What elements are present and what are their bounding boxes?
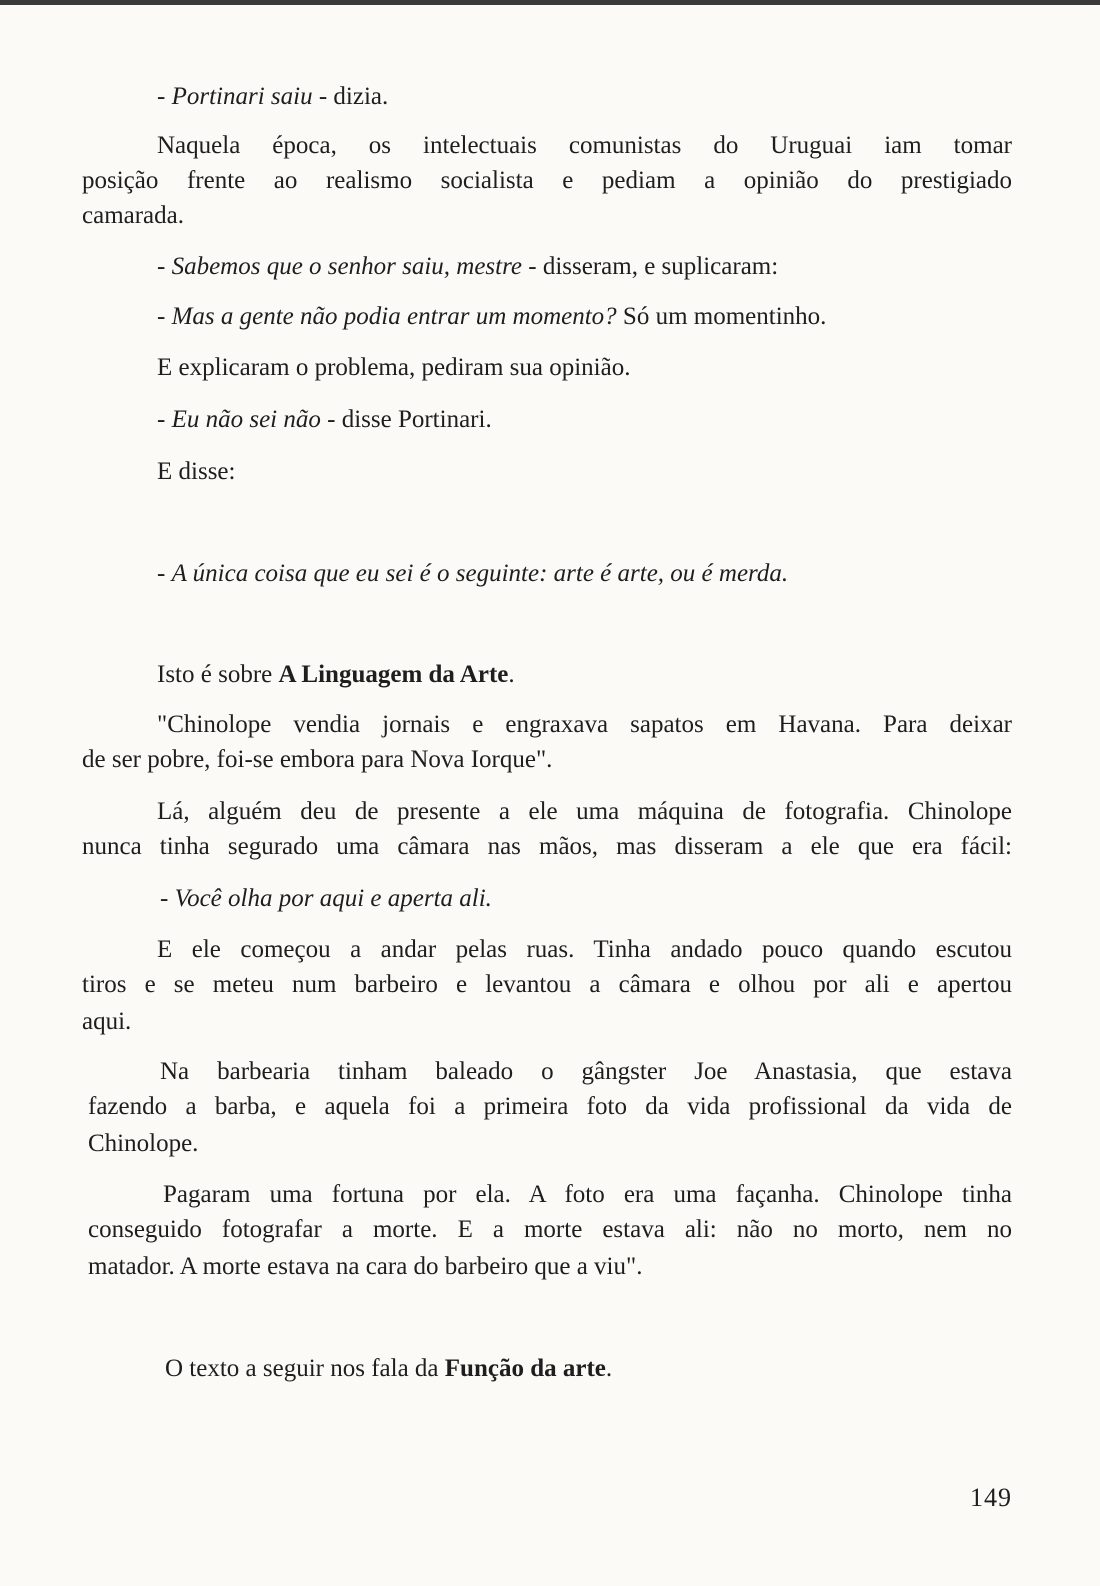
italic-speech: Mas a gente não podia entrar um momento? (171, 303, 617, 330)
speech-tag: Só um momentinho. (616, 303, 827, 330)
italic-speech: Eu não sei não (171, 406, 321, 433)
paragraph-line: tiros e se meteu num barbeiro e levantou a câmara e olhou por ali e apertou (82, 971, 1012, 998)
intro-text: O texto a seguir nos fala da (165, 1355, 445, 1382)
section-title: A Linguagem da Arte (278, 661, 509, 688)
dash: - (160, 885, 175, 912)
top-edge-shadow (0, 0, 1100, 5)
dialogue-line-sabemos (157, 250, 778, 284)
paragraph-line: Chinolope. (88, 1130, 199, 1157)
paragraph-line: camarada. (82, 202, 185, 229)
italic-speech: A única coisa que eu sei é o seguinte: arte é arte, ou é merda. (171, 560, 789, 587)
paragraph-line: E disse: (157, 458, 236, 485)
paragraph-line: E ele começou a andar pelas ruas. Tinha andado pouco quando escutou (157, 936, 1012, 963)
paragraph-line: Na barbearia tinham baleado o gângster Joe Anastasia, que estava (160, 1058, 1012, 1085)
paragraph-line: fazendo a barba, e aquela foi a primeira foto da vida profissional da vida de (88, 1093, 1012, 1120)
dash: - (157, 253, 172, 280)
dialogue-line-momento (157, 300, 826, 334)
section-intro-linguagem (157, 658, 515, 692)
section-title: Função da arte (444, 1355, 606, 1382)
paragraph-line: Naquela época, os intelectuais comunistas do Uruguai iam tomar (157, 132, 1012, 159)
paragraph-line: E explicaram o problema, pediram sua opinião. (157, 354, 631, 381)
speech-tag: - dizia. (312, 83, 389, 110)
paragraph-line: Pagaram uma fortuna por ela. A foto era uma façanha. Chinolope tinha (163, 1181, 1012, 1208)
italic-speech: Portinari saiu (171, 83, 313, 110)
page-number: 149 (970, 1483, 1012, 1512)
dash: - (157, 83, 172, 110)
section-intro-funcao (165, 1352, 612, 1386)
intro-text: Isto é sobre (157, 661, 279, 688)
dialogue-line-eu-nao-sei (157, 403, 492, 437)
dash: - (157, 406, 172, 433)
dash: - (157, 560, 172, 587)
punctuation: . (605, 1355, 613, 1382)
speech-tag: - disse Portinari. (320, 406, 492, 433)
paragraph-line: Lá, alguém deu de presente a ele uma máquina de fotografia. Chinolope (157, 798, 1012, 825)
punctuation: . (508, 661, 515, 688)
paragraph-line: "Chinolope vendia jornais e engraxava sapatos em Havana. Para deixar (157, 711, 1012, 738)
dialogue-line-voce-olha (160, 882, 492, 916)
italic-speech: Você olha por aqui e aperta ali. (174, 885, 492, 912)
paragraph-line: aqui. (82, 1008, 132, 1035)
paragraph-line: de ser pobre, foi-se embora para Nova Iorque". (82, 746, 553, 773)
quote-arte-e-arte (157, 557, 788, 591)
paragraph-line: conseguido fotografar a morte. E a morte estava ali: não no morto, nem no (88, 1216, 1012, 1243)
paragraph-line: nunca tinha segurado uma câmara nas mãos, mas disseram a ele que era fácil: (82, 833, 1012, 860)
dialogue-line-portinari-saiu (157, 80, 388, 114)
paragraph-line: posição frente ao realismo socialista e pediam a opinião do prestigiado (82, 167, 1012, 194)
paragraph-line: matador. A morte estava na cara do barbeiro que a viu". (88, 1253, 643, 1280)
speech-tag: - disseram, e suplicaram: (522, 253, 779, 280)
italic-speech: Sabemos que o senhor saiu, mestre (171, 253, 523, 280)
dash: - (157, 303, 172, 330)
